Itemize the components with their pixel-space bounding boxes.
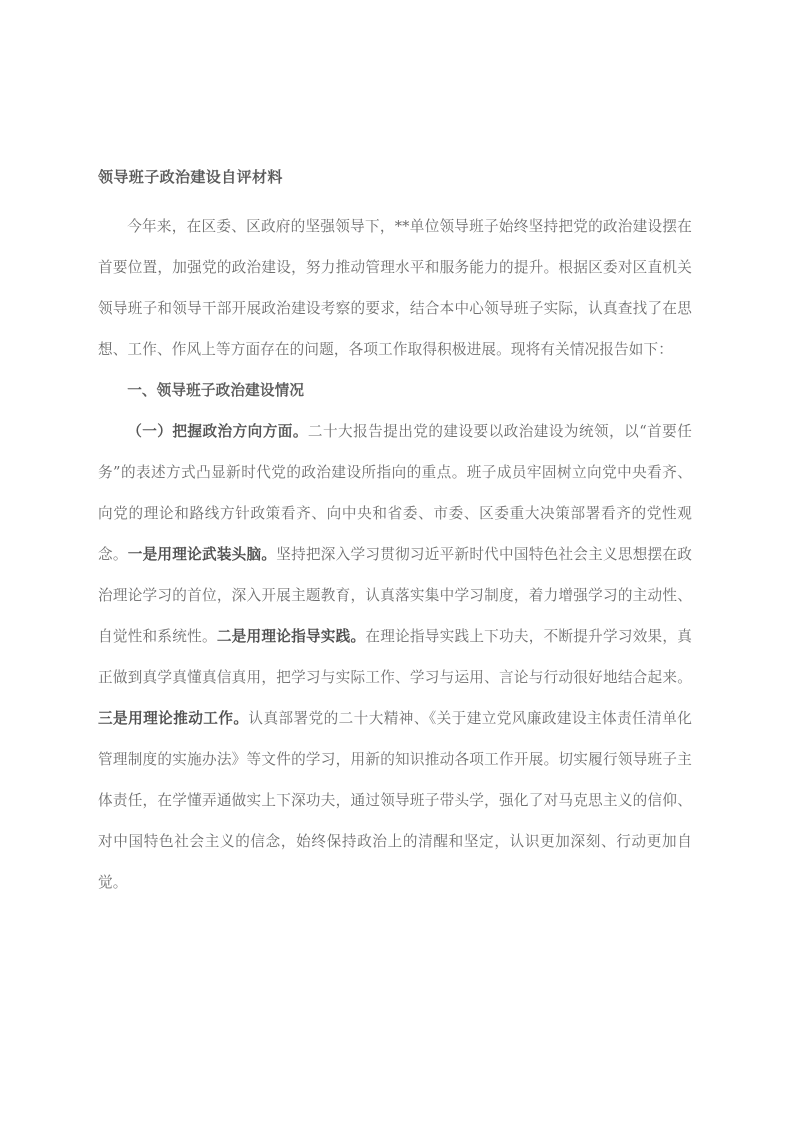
run-bold-0: （一）把握政治方向方面。	[127, 423, 308, 440]
paragraph-intro: 今年来，在区委、区政府的坚强领导下，**单位领导班子始终坚持把党的政治建设摆在首要位置，加强党的政治建设，努力推动管理水平和服务能力的提升。根据区委对区直机关领导班子和领导干部开展政治建设考察的要求，结合本中心领导班子实际，认真查找了在思想、工作、作风上等方面存在的问题，各项工作取得积极进展。现将有关情况报告如下：	[98, 218, 692, 358]
run-plain-5: 在理论指导实践上下功夫，不断提升学习效果，真正做到真学真懂真信真用，把学习与实际工作、学习与运用、言论与行动很好地结合起来。	[98, 628, 692, 686]
document-body	[98, 206, 692, 903]
section-heading-1: 一、领导班子政治建设情况	[127, 382, 305, 399]
run-plain-1: 二十大报告提出党的建设要以政治建设为统领，以“首要任务”的表述方式凸显新时代党的政治建设所指向的重点。班子成员牢固树立向党中央看齐、向党的理论和路线方针政策看齐、向中央和省委、市委、区委重大决策部署看齐的党性观念。	[98, 423, 692, 563]
paragraph-section-1-1	[98, 411, 692, 903]
run-plain-7: 认真部署党的二十大精神、《关于建立党风廉政建设主体责任清单化管理制度的实施办法》等文件的学习，用新的知识推动各项工作开展。切实履行领导班子主体责任，在学懂弄通做实上下深功夫，通过领导班子带头学，强化了对马克思主义的信仰、对中国特色社会主义的信念，始终保持政治上的清醒和坚定，认识更加深刻、行动更加自觉。	[98, 710, 692, 891]
page-title: 领导班子政治建设自评材料	[98, 168, 283, 186]
run-bold-2: 一是用理论武装头脑。	[127, 546, 277, 563]
run-plain-3: 坚持把深入学习贯彻习近平新时代中国特色社会主义思想摆在政治理论学习的首位，深入开展主题教育，认真落实集中学习制度，着力增强学习的主动性、自觉性和系统性。	[98, 546, 692, 645]
run-bold-4: 二是用理论指导实践。	[216, 628, 366, 645]
run-bold-6: 三是用理论推动工作。	[98, 710, 249, 727]
